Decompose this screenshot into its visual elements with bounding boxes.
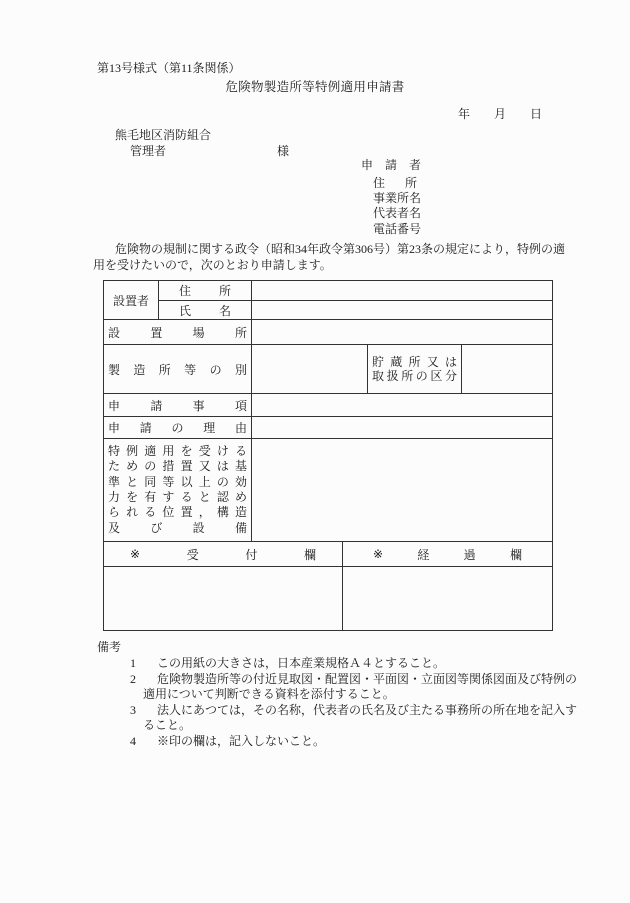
location-value-cell [251,320,552,344]
special-measures-label-line-4: 力 を 有 す る と 認 め [108,490,247,504]
notes-heading: 備考 [97,640,122,654]
note-text: この用紙の大きさは，日本産業規格Ａ４とすること。 [157,656,446,670]
note-number: 3 [130,702,136,717]
applicant-block [361,156,421,237]
honorific: 様 [277,144,290,158]
facility-type-value-cell [251,345,367,393]
special-measures-row [104,438,552,541]
date-month-label: 月 [493,107,506,121]
facility-type-row [104,344,552,393]
special-measures-label-cell [104,439,251,541]
note-item-1 [130,656,572,672]
installer-name-label-cell: 氏 名 [159,300,251,319]
installer-label-cell: 設置者 [112,293,149,308]
installer-name-value-cell [252,300,552,319]
note-text: 危険物製造所等の付近見取図・配置図・平面図・立面図等関係図面及び特例の [157,671,578,686]
application-items-row [104,393,552,416]
page-title: 危険物製造所等特例適用申請書 [225,80,405,94]
note-number: 1 [130,656,136,670]
application-items-label-cell: 申 請 事 項 [108,398,247,413]
special-measures-value-cell [251,439,552,541]
application-form-table [103,280,553,631]
date-line [458,105,542,122]
location-row [104,319,552,344]
storage-category-label-line-2: 取 扱 所 の 区 分 [372,369,457,383]
application-reason-label-cell: 申 請 の 理 由 [108,421,247,435]
office-use-header-row [104,541,552,566]
storage-category-label-line-1: 貯 蔵 所 又 は [372,354,457,369]
note-number: 2 [130,671,136,686]
progress-column-header: ※ 経 過 欄 [342,542,552,566]
date-day-label: 日 [529,107,542,121]
installer-row [104,281,552,319]
note-text: ※印の欄は，記入しないこと。 [157,733,326,748]
intro-paragraph [93,241,566,273]
note-text: 法人にあつては，その名称，代表者の氏名及び主たる事務所の所在地を記入す [157,702,578,717]
date-year-label: 年 [458,107,471,121]
receipt-column-cell [104,567,342,630]
intro-line-2: 用を受けたいので，次のとおり申請します。 [93,258,332,272]
note-text-continued: ること。 [143,718,192,733]
special-measures-label-line-5: ら れ る 位 置 ， 構 造 [108,505,247,520]
application-reason-value-cell [251,417,552,438]
note-item-2 [130,671,578,703]
facility-type-label-cell: 製 造 所 等 の 別 [108,362,247,377]
installer-sublabels [158,281,251,319]
special-measures-label-line-6: 及 び 設 備 [108,520,247,535]
applicant-representative-label: 代表者名 [373,206,422,221]
application-reason-row [104,416,552,438]
note-text-continued: 適用について判断できる資料を添付すること。 [143,687,395,702]
storage-category-label-cell [367,345,461,393]
application-items-value-cell [251,394,552,416]
installer-values [251,281,552,319]
receipt-column-header: ※ 受 付 欄 [130,546,316,562]
installer-address-label-cell: 住 所 [179,284,231,298]
applicant-address-label: 住 所 [373,176,417,190]
storage-category-value-cell [461,345,552,393]
applicant-business-name-label: 事業所名 [373,191,422,206]
special-measures-label-line-1: 特 例 適 用 を 受 け る [108,444,247,459]
note-item-3 [130,702,578,734]
addressee-role: 管理者 [130,144,167,158]
location-label-cell: 設 置 場 所 [108,325,247,340]
addressee-organization: 熊毛地区消防組合 [115,128,212,142]
note-number: 4 [130,733,136,748]
note-item-4 [130,734,572,750]
notes-section [97,640,578,750]
applicant-label: 申 請 者 [361,158,421,172]
intro-line-1: 危険物の規制に関する政令（昭和34年政令第306号）第23条の規定により，特例の適 [115,242,566,256]
applicant-fields [373,176,421,237]
applicant-phone-label: 電話番号 [373,221,422,236]
form-number: 第13号様式（第11条関係） [97,61,241,75]
special-measures-label-line-3: 準 と 同 等 以 上 の 効 [108,474,247,489]
installer-address-value-cell [252,281,552,300]
special-measures-label-line-2: た め の 措 置 又 は 基 [108,459,247,474]
office-use-body-row [104,566,552,630]
progress-column-cell [342,567,552,630]
